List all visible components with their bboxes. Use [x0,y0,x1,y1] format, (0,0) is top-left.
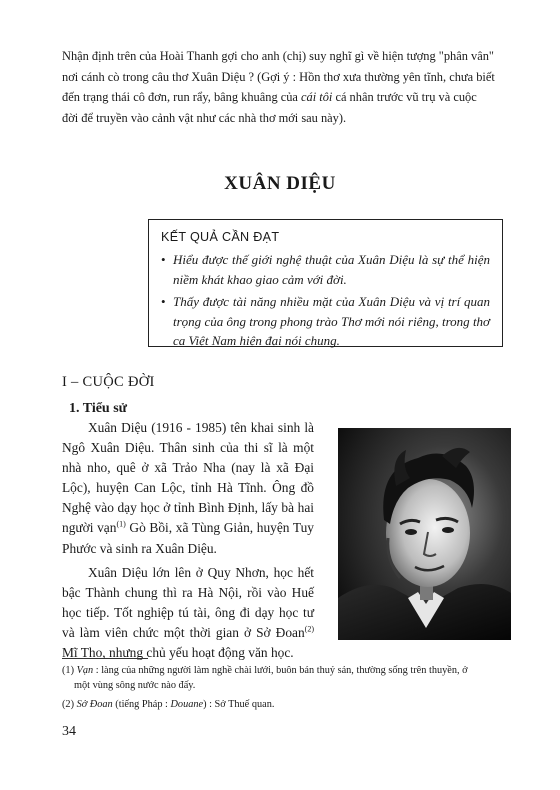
learning-goal-item [161,292,490,351]
footnote-item: (1) Vạn : làng của những người làm nghề chài lưới, buôn bán thuỷ sản, thường sống trên thuyền, ở một vùng sông nước nào đấy. [62,665,468,691]
intro-line: đời để truyền vào cảnh vật như các nhà thơ mới sau này). [62,110,347,125]
learning-goal-text: Thấy được tài năng nhiều mặt của Xuân Diệu và vị trí quan trọng của ông trong phong trào Thơ mới nói riêng, trong thơ ca Việt Nam hiện đại nói chung. [173,294,490,348]
biography-paragraph: Xuân Diệu (1916 - 1985) tên khai sinh là Ngô Xuân Diệu. Thân sinh của thi sĩ là một nhà nho, quê ở xã Trảo Nha (nay là xã Đại Lộc), huyện Can Lộc, tỉnh Hà Tĩnh. Ông đồ Nghệ vào dạy học ở tỉnh Bình Định, lấy bà hai người vạn$^{(1)}$ Gò Bồi, xã Tùng Giản, huyện Tuy Phước và sinh ra Xuân Diệu. [62,420,314,556]
footnote-divider [62,658,148,659]
intro-line: đến trạng thái cô đơn, run rẩy, bâng khuâng của cái tôi cá nhân trước vũ trụ và cuộc [62,90,477,105]
portrait-photo [338,428,511,640]
footnotes [62,663,517,712]
footnote-ref: (1) [116,520,126,529]
section-heading: I – CUỘC ĐỜI [62,374,155,390]
intro-line: nơi cánh cò trong câu thơ Xuân Diệu ? (Gợi ý : Hồn thơ xưa thường yên tĩnh, chưa biết [62,69,495,84]
bullet-icon: • [161,252,166,267]
biography-paragraph: Xuân Diệu lớn lên ở Quy Nhơn, học hết bậc Thành chung thì ra Hà Nội, rồi vào Huế học tiếp. Tốt nghiệp tú tài, ông đi dạy học tư và làm viên chức một thời gian ở Sở Đoan$^{(2)}$ Mĩ Tho, nhưng chủ yếu hoạt động văn học. [62,564,314,661]
subsection-heading: 1. Tiểu sử [69,401,128,416]
page-number: 34 [62,724,76,739]
intro-line: Nhận định trên của Hoài Thanh gợi cho anh (chị) suy nghĩ gì về hiện tượng "phân vân" [62,49,494,63]
biography-text [62,418,314,663]
learning-goals-box [148,219,503,347]
learning-goal-text: Hiểu được thế giới nghệ thuật của Xuân Diệu là sự thể hiện niềm khát khao giao cảm với đời. [173,252,490,287]
bullet-icon: • [161,294,166,309]
learning-goals-heading: KẾT QUẢ CẦN ĐẠT [161,230,280,244]
learning-goal-item [161,250,490,289]
lesson-title: XUÂN DIỆU [224,173,336,194]
emphasis-cai-toi: cái tôi [301,90,333,105]
intro-paragraph [62,46,524,128]
footnote-item: (2) Sở Đoan (tiếng Pháp : Douane) : Sở Thuế quan. [62,699,275,710]
footnote-ref: (2) [304,624,314,634]
